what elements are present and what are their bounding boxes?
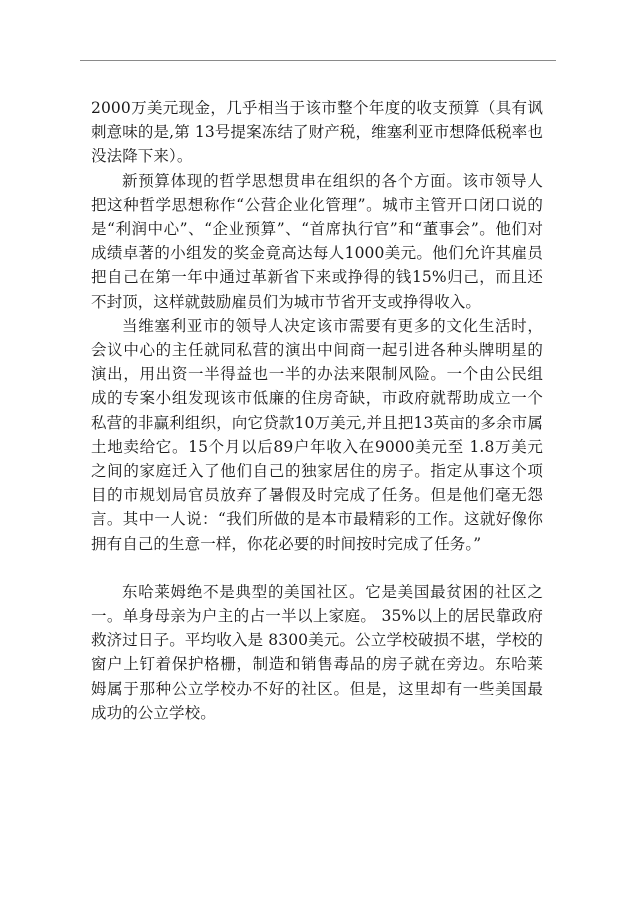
paragraph-3: 当维塞利亚市的领导人决定该市需要有更多的文化生活时，会议中心的主任就同私营的演出中间商一起引进各种头牌明星的演出，用出资一半得益也一半的办法来限制风险。一个由公民组成的专案小组发现该市低廉的住房奇缺，市政府就帮助成立一个私营的非赢利组织，向它贷款10万美元,并且把13英亩的多余市属土地卖给它。15个月以后89户年收入在9000美元至 1.8万美元之间的家庭迁入了他们自己的独家居住的房子。指定从事这个项目的市规划局官员放弃了暑假及时完成了任务。但是他们毫无怨言。其中一人说：“我们所做的是本市最精彩的工作。这就好像你拥有自己的生意一样，你花必要的时间按时完成了任务。” (91, 316, 543, 553)
header-rule (80, 60, 556, 61)
paragraph-4: 东哈莱姆绝不是典型的美国社区。它是美国最贫困的社区之一。单身母亲为户主的占一半以上家庭。 35%以上的居民靠政府救济过日子。平均收入是 8300美元。公立学校破损不堪，学校的窗户上钉着保护格栅，制造和销售毒品的房子就在旁边。东哈莱姆属于那种公立学校办不好的社区。但是，这里却有一些美国最成功的公立学校。 (91, 582, 543, 722)
paragraph-1: 2000万美元现金，几乎相当于该市整个年度的收支预算（具有讽刺意味的是,第 13号提案冻结了财产税，维塞利亚市想降低税率也没法降下来）。 (91, 99, 543, 166)
document-body (91, 96, 543, 725)
paragraph-2: 新预算体现的哲学思想贯串在组织的各个方面。该市领导人把这种哲学思想称作“公营企业化管理”。城市主管开口闭口说的是“利润中心”、“企业预算”、“首席执行官”和“董事会”。他们对成绩卓著的小组发的奖金竟高达每人1000美元。他们允许其雇员把自己在第一年中通过革新省下来或挣得的钱15%归己，而且还不封顶，这样就鼓励雇员们为城市节省开支或挣得收入。 (91, 171, 543, 311)
paragraph-gap (91, 556, 543, 580)
